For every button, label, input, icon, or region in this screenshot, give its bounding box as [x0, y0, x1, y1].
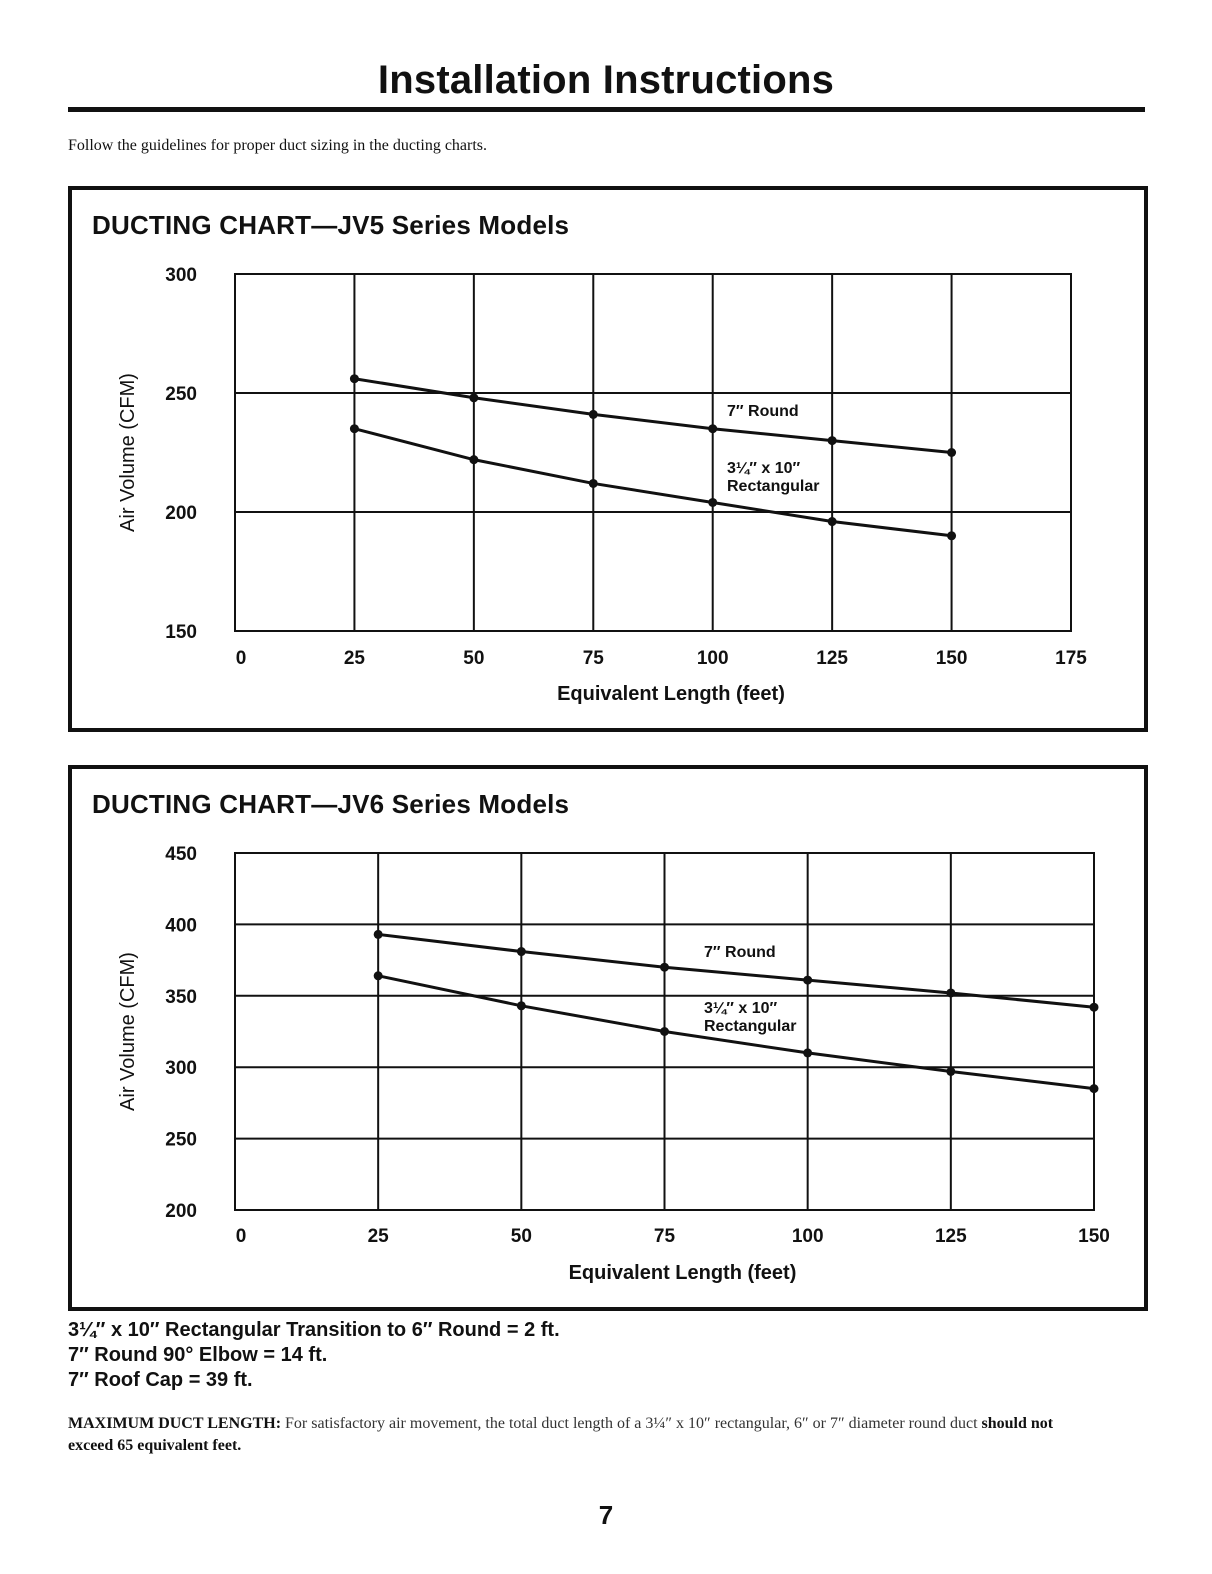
jv5-chart-panel [68, 186, 1148, 732]
x-tick-label: 75 [653, 1226, 676, 1247]
page-title: Installation Instructions [377, 58, 835, 102]
series-label [704, 1000, 796, 1035]
x-axis-label: Equivalent Length (feet) [557, 683, 785, 705]
intro-text: Follow the guidelines for proper duct sizing in the ducting charts. [68, 137, 488, 154]
page-number: 7 [598, 1500, 614, 1530]
x-tick-label: 0 [235, 648, 247, 669]
note-transition: 3¼″ x 10″ Rectangular Transition to 6″ Round = 2 ft. [68, 1319, 560, 1341]
x-tick-label: 150 [935, 648, 968, 669]
x-tick-label: 0 [235, 1226, 247, 1247]
data-point [946, 1067, 955, 1076]
x-tick-label: 100 [791, 1226, 824, 1247]
y-tick-label: 400 [165, 915, 197, 937]
data-point [589, 479, 598, 488]
note-roof-cap: 7″ Roof Cap = 39 ft. [68, 1369, 253, 1391]
x-tick-label: 100 [696, 648, 729, 669]
series-label-line: 3¼″ x 10″ [727, 460, 801, 477]
data-point [517, 1001, 526, 1010]
data-point [350, 374, 359, 383]
data-point [708, 424, 717, 433]
fitting-notes [68, 1318, 560, 1393]
data-point [374, 930, 383, 939]
x-tick-label: 175 [1055, 648, 1087, 669]
series-label-line: 7″ Round [727, 403, 799, 420]
data-point [803, 1048, 812, 1057]
x-tick-label: 50 [510, 1226, 532, 1247]
data-point [803, 976, 812, 985]
y-tick-label: 300 [165, 1058, 197, 1080]
max-duct-length-emphasis: should not exceed 65 equivalent feet. [68, 1415, 1054, 1454]
series-label [727, 460, 819, 495]
data-point [589, 410, 598, 419]
x-tick-label: 125 [816, 648, 848, 669]
data-point [947, 448, 956, 457]
series-label-line: Rectangular [727, 478, 820, 495]
max-duct-length-note [68, 1413, 1068, 1457]
x-tick-label: 25 [367, 1226, 389, 1247]
data-point [708, 498, 717, 507]
series-label-line: 3¼″ x 10″ [704, 1000, 778, 1017]
jv6-chart-title: DUCTING CHART—JV6 Series Models [92, 789, 570, 819]
x-tick-label: 25 [343, 648, 365, 669]
note-elbow: 7″ Round 90° Elbow = 14 ft. [68, 1344, 328, 1366]
series-label-line: Rectangular [704, 1018, 797, 1035]
jv5-chart-title: DUCTING CHART—JV5 Series Models [92, 210, 570, 240]
data-point [469, 393, 478, 402]
jv5-chart [72, 190, 1144, 728]
x-tick-label: 150 [1078, 1226, 1110, 1247]
series-label [727, 403, 799, 420]
x-tick-label: 125 [934, 1226, 967, 1247]
data-point [350, 424, 359, 433]
data-point [828, 517, 837, 526]
y-tick-label: 150 [165, 622, 197, 643]
y-tick-label: 250 [165, 1129, 197, 1151]
y-tick-label: 200 [165, 1201, 197, 1222]
y-tick-label: 450 [165, 844, 197, 865]
y-axis-label: Air Volume (CFM) [117, 952, 139, 1111]
y-tick-label: 350 [165, 986, 197, 1008]
jv6-chart [72, 769, 1144, 1307]
title-rule [68, 107, 1145, 112]
y-axis-label: Air Volume (CFM) [117, 373, 139, 532]
series-label-line: 7″ Round [704, 944, 776, 961]
x-axis-label: Equivalent Length (feet) [568, 1262, 797, 1284]
y-tick-label: 250 [165, 384, 197, 405]
y-tick-label: 200 [165, 503, 197, 524]
data-point [517, 947, 526, 956]
x-tick-label: 75 [582, 648, 604, 669]
data-point [660, 1027, 669, 1036]
data-point [828, 436, 837, 445]
jv6-chart-panel [68, 765, 1148, 1311]
y-tick-label: 300 [165, 265, 197, 286]
series-label [704, 944, 776, 961]
x-tick-label: 50 [463, 648, 485, 669]
max-duct-length-label: MAXIMUM DUCT LENGTH: [68, 1415, 282, 1432]
data-point [660, 963, 669, 972]
data-point [374, 971, 383, 980]
series-line [354, 379, 951, 453]
data-point [469, 455, 478, 464]
data-point [1090, 1084, 1099, 1093]
data-point [1090, 1003, 1099, 1012]
max-duct-length-text: For satisfactory air movement, the total duct length of a 3¼″ x 10″ rectangular, 6″ or 7″ diameter round duct [285, 1415, 978, 1432]
data-point [947, 531, 956, 540]
data-point [946, 988, 955, 997]
